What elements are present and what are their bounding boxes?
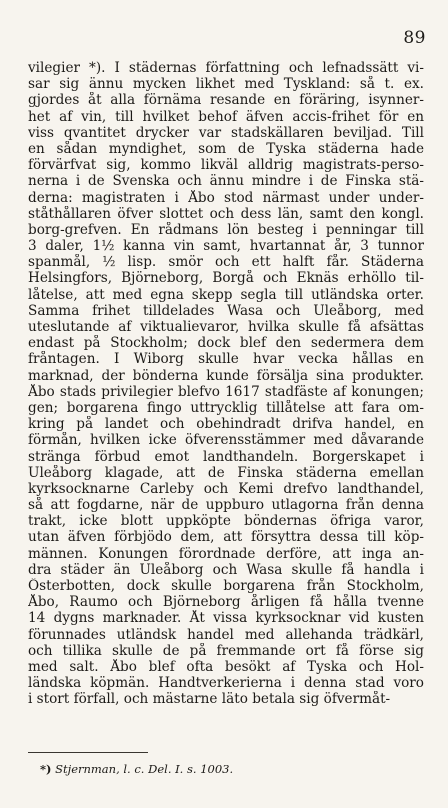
- footnote-text: Stjernman, l. c. Del. I. s. 1003.: [55, 762, 234, 776]
- text-line: förunnades utländsk handel med allehanda trädkärl,: [28, 626, 424, 643]
- text-line: borg-grefven. En rådmans lön besteg i penningar till: [28, 221, 424, 238]
- text-line: en sådan myndighet, som de Tyska städerna hade: [28, 140, 424, 157]
- text-line: utan äfven förbjödo dem, att försyttra dessa till köp-: [28, 529, 424, 546]
- text-line: Åbo, Raumo och Björneborg årligen få hålla tvenne: [28, 594, 424, 611]
- text-line: uteslutande af viktualievaror, hvilka skulle få afsättas: [28, 319, 424, 335]
- text-line: 3 daler, 1½ kanna vin samt, hvartannat år, 3 tunnor: [28, 238, 424, 255]
- body-text: [28, 60, 424, 708]
- text-line: förvärfvat sig, kommo likväl alldrig magistrats-perso-: [28, 157, 424, 174]
- text-line: sar sig ännu mycken likhet med Tyskland: så t. ex.: [28, 76, 424, 93]
- text-line: het af vin, till hvilket behof äfven accis-frihet för en: [28, 108, 424, 125]
- text-line: 14 dygns marknader. Åt vissa kyrksocknar vid kusten: [28, 610, 424, 627]
- text-line: spanmål, ½ lisp. smör och ett halft får. Städerna: [28, 254, 424, 271]
- text-line: Uleåborg klagade, att de Finska städerna emellan: [28, 464, 424, 481]
- text-line: vilegier *). I städernas författning och lefnadssätt vi-: [28, 60, 424, 76]
- text-line: i stort förfall, och mästarne läto betala sig öfvermåt-: [28, 691, 391, 708]
- text-line: dra städer än Uleåborg och Wasa skulle få handla i: [28, 561, 424, 578]
- text-line: fråntagen. I Wiborg skulle hvar vecka hållas en: [28, 351, 424, 368]
- footnote-marker: *): [40, 762, 52, 776]
- text-line: ståthållaren öfver slottet och dess län, samt den kongl.: [28, 205, 424, 222]
- text-line: Åbo stads privilegier blefvo 1617 stadfäste af konungen;: [28, 383, 424, 400]
- text-line: Helsingfors, Björneborg, Borgå och Eknäs erhöllo til-: [28, 270, 424, 287]
- text-line: med salt. Åbo blef ofta besökt af Tyska och Hol-: [28, 658, 424, 675]
- text-line: Samma frihet tilldelades Wasa och Uleåborg, med: [28, 302, 424, 319]
- footnote: [40, 762, 233, 776]
- text-line: så att fogdarne, när de uppburo utlagorna från denna: [28, 497, 424, 514]
- text-line: förmån, hvilken icke öfverensstämmer med dåvarande: [28, 432, 424, 449]
- text-line: och tillika skulle de på fremmande ort få förse sig: [28, 642, 424, 659]
- text-line: marknad, der bönderna kunde försälja sina produkter.: [28, 367, 424, 384]
- footnote-divider: [28, 752, 148, 753]
- text-line: gjordes åt alla förnäma resande en föräring, isynner-: [28, 92, 424, 109]
- text-line: kring på landet och obehindradt drifva handel, en: [28, 416, 424, 433]
- text-line: ländska köpmän. Handtverkerierna i denna stad voro: [28, 675, 424, 692]
- text-line: kyrksocknarne Carleby och Kemi drefvo landthandel,: [28, 480, 424, 497]
- text-line: Österbotten, dock skulle borgarena från Stockholm,: [28, 578, 424, 594]
- text-line: gen; borgarena fingo uttrycklig tillåtelse att fara om-: [28, 399, 424, 416]
- text-line: viss qvantitet drycker var stadskällaren beviljad. Till: [28, 124, 424, 141]
- text-line: endast på Stockholm; dock blef den sedermera dem: [28, 335, 424, 352]
- text-line: stränga förbud emot landthandeln. Borgerskapet i: [28, 448, 424, 465]
- text-line: derna: magistraten i Åbo stod närmast under under-: [28, 189, 424, 206]
- text-line: nerna i de Svenska och ännu mindre i de Finska stä-: [28, 173, 424, 190]
- text-line: låtelse, att med egna skepp segla till utländska orter.: [28, 286, 424, 303]
- text-line: trakt, icke blott uppköpte böndernas öfriga varor,: [28, 513, 424, 530]
- page-number: 89: [403, 28, 426, 48]
- text-line: männen. Konungen förordnade derföre, att inga an-: [28, 545, 424, 562]
